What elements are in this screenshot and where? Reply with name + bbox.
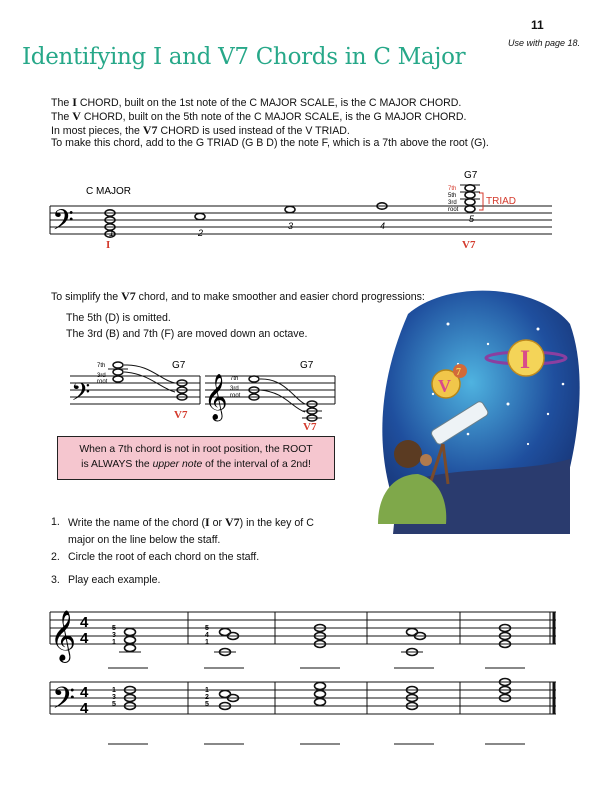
svg-text:1: 1	[112, 687, 116, 694]
svg-text:4: 4	[80, 630, 89, 647]
v7-label-1: V7	[174, 409, 188, 421]
svg-text:4: 4	[205, 632, 209, 639]
label-root: root	[97, 379, 108, 385]
instruction-3: 3. Play each example.	[51, 574, 161, 586]
rule-line-1: When a 7th chord is not in root position, the ROOT	[79, 444, 313, 455]
svg-text:1: 1	[205, 639, 209, 646]
svg-text:5: 5	[205, 701, 209, 708]
simplify-point-2: The 3rd (B) and 7th (F) are moved down an octave.	[66, 328, 308, 340]
exercise-chords	[119, 625, 511, 710]
degree-3: 3	[288, 221, 294, 231]
numeral-v: V	[438, 376, 451, 396]
treble-clef-icon: 𝄞	[50, 611, 77, 660]
intro-line-3: In most pieces, the V7 CHORD is used instead of the V TRIAD.	[51, 123, 350, 137]
label-7th-2: 7th	[230, 376, 239, 382]
interval-label-3rd: 3rd	[448, 200, 457, 206]
scale-notes	[195, 203, 387, 220]
svg-text:4: 4	[80, 700, 89, 717]
svg-text:3: 3	[112, 694, 116, 701]
g7-chord	[460, 185, 480, 212]
degree-2: 2	[198, 228, 204, 238]
illustration-stargazer	[338, 284, 580, 554]
treble-clef-icon: 𝄞	[204, 375, 228, 419]
instruction-1: 1. Write the name of the chord (I or V7) in the key of C major on the line below the staff.	[51, 515, 314, 546]
svg-text:5: 5	[112, 701, 116, 708]
page-number: 11	[531, 18, 544, 32]
page-reference: Use with page 18.	[507, 38, 580, 48]
page-title: Identifying I and V7 Chords in C Major	[22, 44, 466, 70]
label-3rd: 3rd	[97, 373, 106, 379]
svg-text:5: 5	[205, 625, 209, 632]
numeral-i: I	[520, 345, 531, 374]
numeral-7: 7	[456, 367, 461, 378]
rule-line-2: is ALWAYS the upper note of the interval of a 2nd!	[81, 459, 311, 470]
example-staves	[0, 352, 345, 432]
interval-label-5th: 5th	[448, 193, 457, 199]
degree-1: 1	[109, 228, 115, 238]
g7-label-2: G7	[300, 360, 314, 371]
c-major-label: C MAJOR	[86, 186, 131, 197]
instruction-2: 2. Circle the root of each chord on the staff.	[51, 551, 260, 563]
simplify-heading: To simplify the V7 chord, and to make smoother and easier chord progressions:	[51, 289, 425, 303]
simplify-point-1: The 5th (D) is omitted.	[66, 312, 171, 324]
interval-label-root: root	[448, 207, 459, 213]
svg-text:1: 1	[112, 639, 116, 646]
degree-4: 4	[380, 221, 386, 231]
svg-text:4: 4	[80, 614, 89, 631]
label-7th: 7th	[97, 363, 106, 369]
svg-text:1: 1	[205, 687, 209, 694]
triad-label: TRIAD	[486, 196, 516, 207]
roman-v7: V7	[462, 239, 476, 251]
interval-label-7th: 7th	[448, 186, 457, 192]
g7-label-1: G7	[172, 360, 186, 371]
scale-staff	[0, 160, 600, 270]
roman-i: I	[106, 239, 111, 251]
label-root-2: root	[230, 393, 241, 399]
exercise-staves	[0, 600, 600, 770]
svg-text:2: 2	[205, 694, 209, 701]
svg-text:3: 3	[112, 632, 116, 639]
rule-callout	[57, 436, 335, 480]
degree-5: 5	[469, 214, 475, 224]
bass-clef-icon: 𝄢	[52, 205, 74, 243]
treble-finger-1a: 5	[112, 625, 116, 632]
g7-label: G7	[464, 170, 478, 181]
v7-label-2: V7	[303, 421, 317, 432]
intro-line-4: To make this chord, add to the G TRIAD (G B D) the note F, which is a 7th above the root (G).	[51, 137, 489, 149]
time-signature	[80, 614, 89, 717]
bass-clef-icon: 𝄢	[52, 681, 76, 722]
intro-line-2: The V CHORD, built on the 5th note of the C MAJOR SCALE, is the G MAJOR CHORD.	[51, 109, 467, 123]
svg-text:4: 4	[80, 684, 89, 701]
bass-clef-icon: 𝄢	[71, 379, 91, 412]
label-3rd-2: 3rd	[230, 386, 239, 392]
intro-line-1: The I CHORD, built on the 1st note of the C MAJOR SCALE, is the C MAJOR CHORD.	[51, 95, 462, 109]
